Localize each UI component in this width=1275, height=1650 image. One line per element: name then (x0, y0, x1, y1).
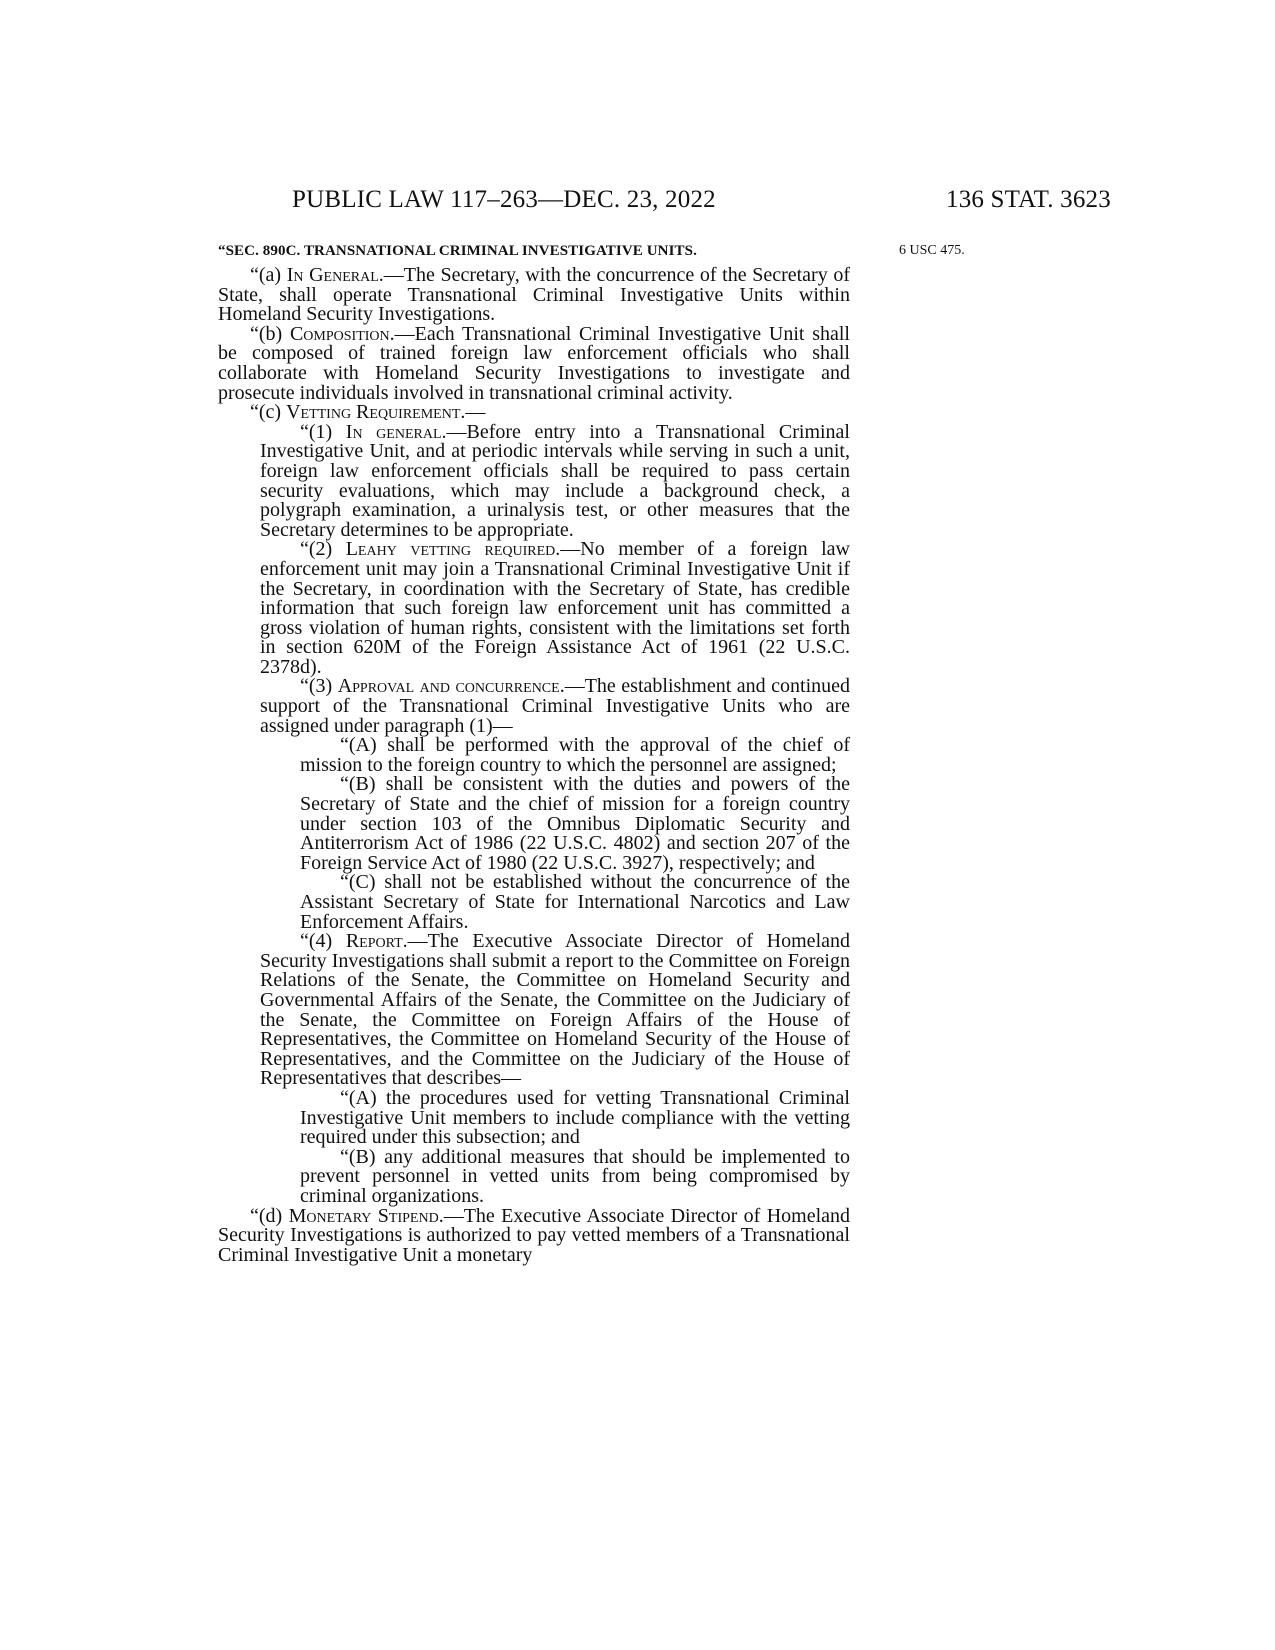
page-number: 136 STAT. 3623 (946, 186, 1111, 213)
paragraph-c-4: “(4) Report.—The Executive Associate Director of Homeland Security Investigations shall submit a report to the Committee on Foreign Relations of the Senate, the Committee on Homeland Security and Governmental Affairs of the Senate, the Committee on the Judiciary of the Senate, the Committee on Foreign Affairs of the House of Representatives, the Committee on Homeland Security of the House of Representatives, and the Committee on the Judiciary of the House of Representatives that describes— (260, 930, 850, 1090)
clause-c-4-b: “(B) any additional measures that should be implemented to prevent personnel in vetted units from being compromised by criminal organizations. (300, 1145, 850, 1207)
section-heading: “SEC. 890C. TRANSNATIONAL CRIMINAL INVESTIGATIVE UNITS. (218, 243, 697, 259)
running-head (218, 186, 1275, 218)
statute-text (218, 266, 850, 1265)
subsection-c: “(c) Vetting Requirement.— (250, 401, 486, 424)
running-head-title: PUBLIC LAW 117–263—DEC. 23, 2022 (292, 186, 716, 213)
clause-c-4-a: “(A) the procedures used for vetting Transnational Criminal Investigative Unit members to include compliance with the vetting required under this subsection; and (300, 1086, 850, 1149)
subsection-a: “(a) In General.—The Secretary, with the concurrence of the Secretary of State, shall operate Transnational Criminal Investigative Units within Homeland Security Investigations. (218, 264, 851, 326)
paragraph-c-1: “(1) In general.—Before entry into a Transnational Criminal Investigative Unit, and at periodic intervals while serving in such a unit, foreign law enforcement officials shall be required to pass certain security evaluations, which may include a background check, a polygraph examination, a urinalysis test, or other measures that the Secretary determines to be appropriate. (260, 420, 850, 541)
paragraph-c-3: “(3) Approval and concurrence.—The establishment and continued support of the Transnational Criminal Investigative Units who are assigned under paragraph (1)— (260, 675, 851, 737)
margin-citation: 6 USC 475. (899, 243, 965, 258)
subsection-b: “(b) Composition.—Each Transnational Criminal Investigative Unit shall be composed of trained foreign law enforcement officials who shall collaborate with Homeland Security Investigations to investigate and prosecute individuals involved in transnational criminal activity. (218, 322, 850, 404)
paragraph-c-2: “(2) Leahy vetting required.—No member of a foreign law enforcement unit may join a Transnational Criminal Investigative Unit if the Secretary, in coordination with the Secretary of State, has credible information that such foreign law enforcement unit has committed a gross violation of human rights, consistent with the limitations set forth in section 620M of the Foreign Assistance Act of 1961 (22 U.S.C. 2378d). (260, 538, 850, 678)
clause-c-3-c: “(C) shall not be established without the concurrence of the Assistant Secretary of State for International Narcotics and Law Enforcement Affairs. (300, 871, 850, 933)
subsection-d: “(d) Monetary Stipend.—The Executive Associate Director of Homeland Security Investigations is authorized to pay vetted members of a Transnational Criminal Investigative Unit a monetary (218, 1204, 851, 1266)
clause-c-3-b: “(B) shall be consistent with the duties and powers of the Secretary of State and the chief of mission for a foreign country under section 103 of the Omnibus Diplomatic Security and Antiterrorism Act of 1986 (22 U.S.C. 4802) and section 207 of the Foreign Service Act of 1980 (22 U.S.C. 3927), respectively; and (300, 773, 850, 874)
clause-c-3-a: “(A) shall be performed with the approval of the chief of mission to the foreign country to which the personnel are assigned; (300, 734, 850, 776)
